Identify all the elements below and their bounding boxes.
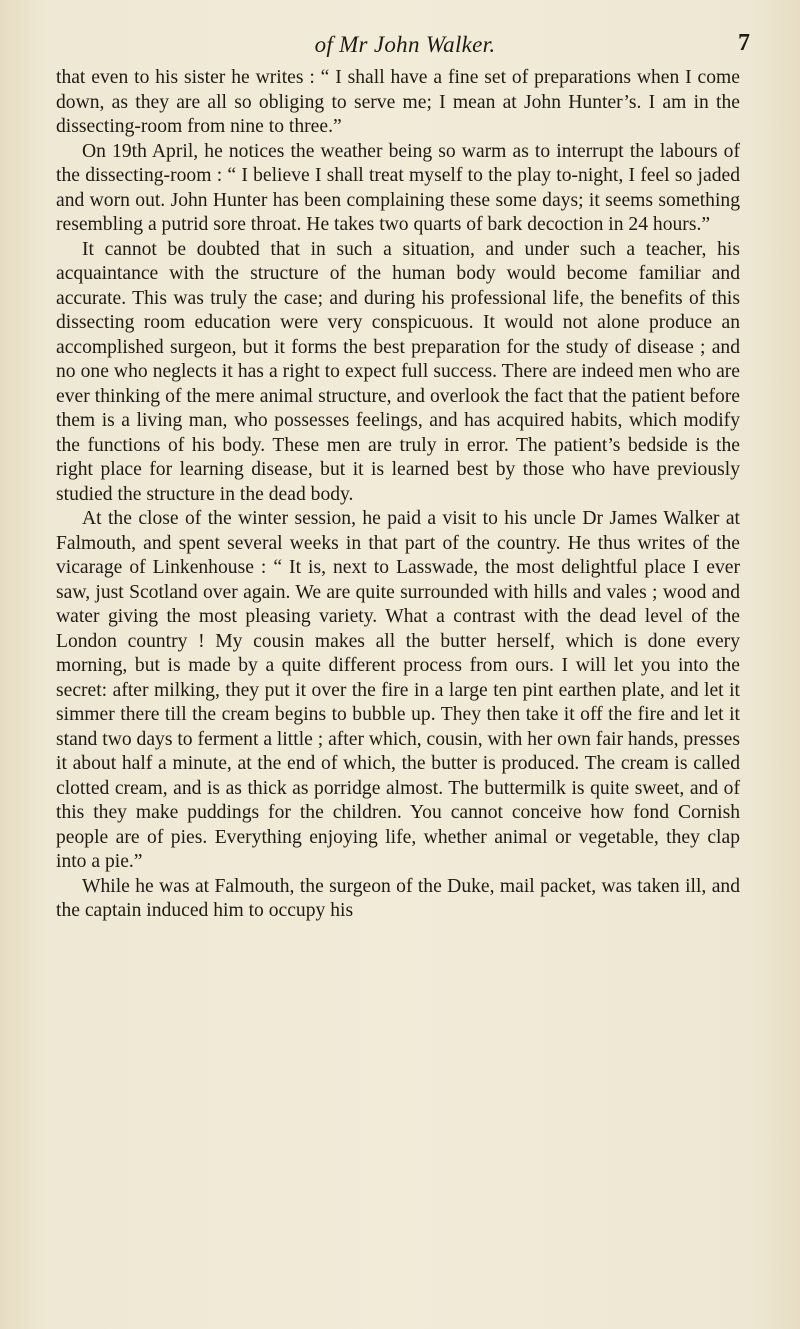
paragraph: While he was at Falmouth, the surgeon of the Duke, mail packet, was taken ill, and the captain induced him to occupy his xyxy=(56,875,740,921)
paragraph: It cannot be doubted that in such a situation, and under such a teacher, his acquaintance with the structure of the human body would become familiar and accurate. This was truly the case; and during his professional life, the benefits of this dissecting room education were very conspicuous. It would not alone produce an accomplished surgeon, but it forms the best preparation for the study of disease ; and no one who neglects it has a right to expect full success. There are indeed men who are ever thinking of the mere animal structure, and overlook the fact that the patient before them is a living man, who possesses feelings, and has acquired habits, which modify the functions of his body. These men are truly in error. The patient’s bedside is the right place for learning disease, but it is learned best by those who have previously studied the structure in the dead body. xyxy=(56,238,740,505)
paragraph: At the close of the winter session, he paid a visit to his uncle Dr James Walker at Falmouth, and spent several weeks in that part of the country. He thus writes of the vicarage of Linkenhouse : “ It is, next to Lasswade, the most delightful place I ever saw, just Scotland over again. We are quite surrounded with hills and vales ; wood and water giving the most pleasing variety. What a contrast with the dead level of the London country ! My cousin makes all the butter herself, which is done every morning, but is made by a quite different process from ours. I will let you into the secret: after milking, they put it over the fire in a large ten pint earthen plate, and let it simmer there till the cream begins to bubble up. They then take it off the fire and let it stand two days to ferment a little ; after which, cousin, with her own fair hands, presses it about half a minute, at the end of which, the butter is produced. The cream is called clotted cream, and is as thick as porridge almost. The buttermilk is quite sweet, and of this they make puddings for the children. You cannot conceive how fond Cornish people are of pies. Everything enjoying life, whether animal or vegetable, they clap into a pie.” xyxy=(56,508,740,872)
paragraph-continuation: that even to his sister he writes : “ I shall have a fine set of preparations when I come down, as they are all so obliging to serve me; I mean at John Hunter’s. I am in the dissecting-room from nine to three.” xyxy=(56,67,740,137)
page-header xyxy=(60,32,750,62)
page-number: 7 xyxy=(738,30,750,56)
body-text xyxy=(56,66,740,924)
running-title: of Mr John Walker. xyxy=(314,32,496,57)
paragraph: On 19th April, he notices the weather being so warm as to interrupt the labours of the dissecting-room : “ I believe I shall treat myself to the play to-night, I feel so jaded and worn out. John Hunter has been complaining these some days; it seems something resembling a putrid sore throat. He takes two quarts of bark decoction in 24 hours.” xyxy=(56,140,740,235)
